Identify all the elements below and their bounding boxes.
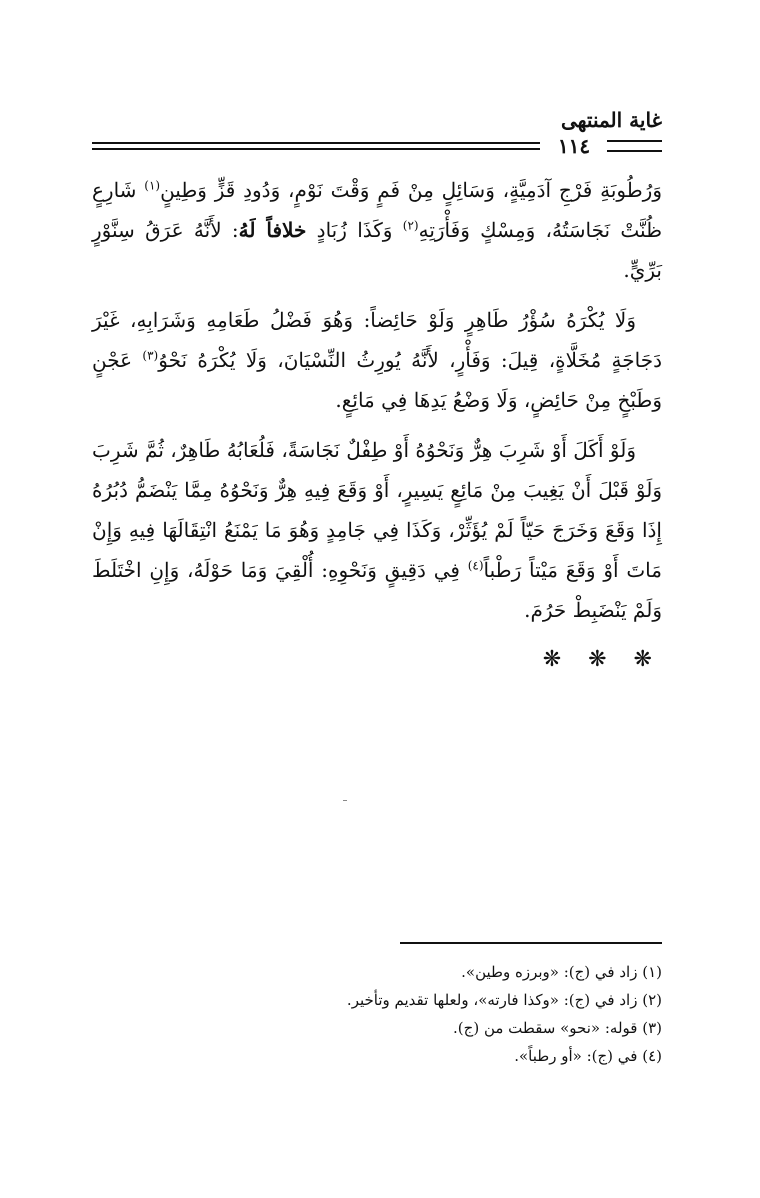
header-rule-top <box>92 142 540 144</box>
footnote-ref: (٢) <box>402 218 419 233</box>
footnote-3: (٣) قوله: «نحو» سقطت من (ج). <box>453 1019 662 1037</box>
footnote-ref: (١) <box>144 178 161 193</box>
footnote-ref: (٤) <box>467 558 484 573</box>
footnote-1: (١) زاد في (ج): «وبرزه وطين». <box>461 963 662 981</box>
paragraph-3 <box>92 430 662 630</box>
text-run: شَارِعٍ ظُنَّتْ نَجَاسَتُهُ، وَمِسْكٍ وَفَأْرَتِهِ <box>92 178 663 242</box>
text-run: وَكَذَا زُبَادٍ <box>306 218 403 242</box>
main-text <box>92 170 662 680</box>
text-run: وَلَا يُكْرَهُ سُؤْرُ طَاهِرٍ وَلَوْ حَائِضاً: وَهُوَ فَضْلُ طَعَامِهِ وَشَرَابِهِ، غَيْرَ دَجَاجَةٍ مُخَلَّاةٍ، قِيلَ: وَفَأْرٍ، لأَنَّهُ يُورِثُ النِّسْيَانَ، وَلَا يُكْرَهُ نَحْوُ <box>92 308 662 372</box>
footnotes <box>92 958 662 1070</box>
page-header <box>92 108 662 162</box>
page-number: ١١٤ <box>557 134 591 158</box>
text-run: عَجْنٍ وَطَبْخٍ مِنْ حَائِضٍ، وَلَا وَضْعُ يَدِهَا فِي مَائِعٍ. <box>92 348 662 412</box>
page-number-block <box>544 134 662 158</box>
page-number-rule <box>607 140 662 152</box>
footnote-2: (٢) زاد في (ج): «وكذا فارته»، ولعلها تقديم وتأخير. <box>346 991 662 1009</box>
footnote-rule <box>400 942 662 944</box>
paragraph-1 <box>92 170 662 290</box>
text-run: فِي دَقِيقٍ وَنَحْوِهِ: أُلْقِيَ وَمَا حَوْلَهُ، وَإِنِ اخْتَلَطَ وَلَمْ يَنْضَبِطْ حَرُمَ. <box>92 558 662 622</box>
header-rule-bottom <box>92 148 540 150</box>
scan-speck <box>343 800 347 801</box>
paragraph-2 <box>92 300 662 420</box>
text-run: : لأَنَّهُ عَرَقُ سِنَّوْرٍ بَرِّيٍّ. <box>92 218 662 282</box>
section-separator: ❋ ❋ ❋ <box>542 647 662 672</box>
text-run: وَرُطُوبَةِ فَرْجِ آدَمِيَّةٍ، وَسَائِلٍ مِنْ فَمٍ وَقْتَ نَوْمٍ، وَدُودِ قَزٍّ وَطِينٍ <box>160 178 662 202</box>
footnote-4: (٤) في (ج): «أو رطباً». <box>514 1047 662 1065</box>
running-title: غاية المنتهى <box>561 108 662 132</box>
bold-phrase: خلافاً لَهُ <box>238 218 307 242</box>
text-run: وَلَوْ أَكَلَ أَوْ شَرِبَ هِرٌّ وَنَحْوُهُ أَوْ طِفْلٌ نَجَاسَةً، فَلُعَابُهُ طَاهِرٌ، ثُمَّ شَرِبَ وَلَوْ قَبْلَ أَنْ يَغِيبَ مِنْ مَائِعٍ يَسِيرٍ، أَوْ وَقَعَ فِيهِ هِرٌّ وَنَحْوُهُ مِمَّا يَنْضَمُّ دُبُرُهُ إِذَا وَقَعَ وَخَرَجَ حَيّاً لَمْ يُؤَثِّرْ، وَكَذَا فِي جَامِدٍ وَهُوَ مَا يَمْنَعُ انْتِقَالَهَا فِيهِ وَإِنْ مَاتَ أَوْ وَقَعَ مَيْتاً رَطْباً <box>92 438 662 582</box>
footnote-ref: (٣) <box>142 348 159 363</box>
